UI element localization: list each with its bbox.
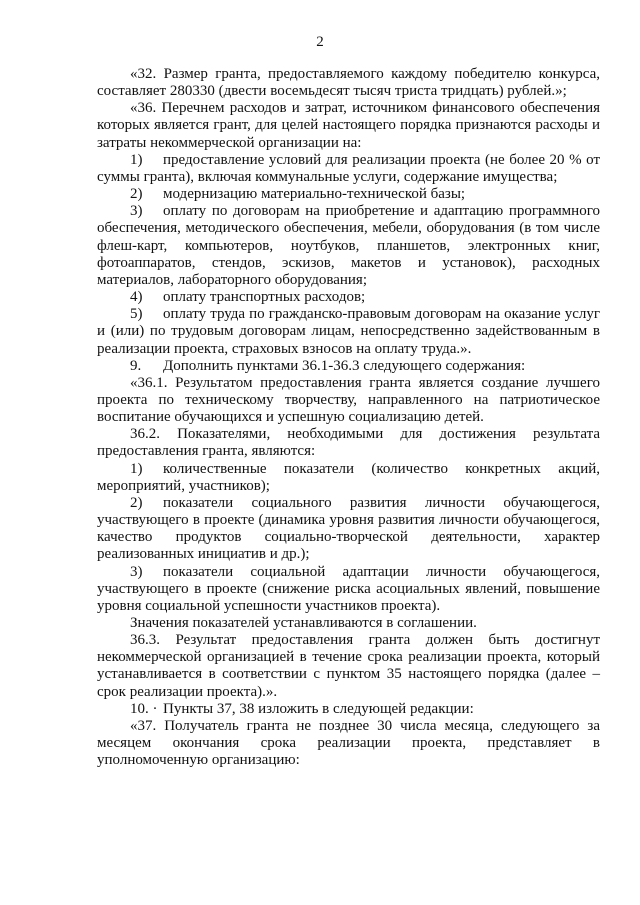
numbered-paragraph bbox=[97, 701, 600, 718]
numbered-paragraph bbox=[97, 306, 600, 357]
paragraph: 36.2. Показателями, необходимыми для достижения результата предоставления гранта, являются: bbox=[97, 426, 600, 460]
paragraph: «32. Размер гранта, предоставляемого каждому победителю конкурса, составляет 280330 (двести восемьдесят тысяч триста тридцать) рублей.»; bbox=[97, 66, 600, 100]
numbered-paragraph bbox=[97, 461, 600, 495]
item-text: количественные показатели (количество конкретных акций, мероприятий, участников); bbox=[97, 460, 600, 494]
item-text: Пункты 37, 38 изложить в следующей редакции: bbox=[163, 700, 474, 717]
item-number: 1) bbox=[130, 460, 143, 477]
item-number: 9. bbox=[130, 357, 142, 374]
item-number: 5) bbox=[130, 306, 143, 323]
item-text: оплату по договорам на приобретение и адаптацию программного обеспечения, методического обеспечения, мебели, оборудования (в том числе флеш-карт, компьютеров, ноутбуков, планшетов, электронных книг, фотоаппаратов, стендов, эскизов, макетов и установок), расходных материалов, лабораторного оборудования; bbox=[97, 203, 600, 288]
numbered-paragraph bbox=[97, 152, 600, 186]
paragraph: «36.1. Результатом предоставления гранта является создание лучшего проекта по техническому творчеству, направленного на патриотическое воспитание обучающихся и успешную социализацию детей. bbox=[97, 374, 600, 426]
paragraph: 36.3. Результат предоставления гранта должен быть достигнут некоммерческой организацией в течение срока реализации проекта, который устанавливается в соответствии с пунктом 35 настоящего порядка (далее – срок реализации проекта).». bbox=[97, 632, 600, 700]
page-number: 2 bbox=[316, 34, 324, 50]
item-text: предоставление условий для реализации проекта (не более 20 % от суммы гранта), включая коммунальные услуги, содержание имущества; bbox=[97, 151, 600, 185]
item-number: 2) bbox=[130, 494, 143, 511]
paragraph: «37. Получатель гранта не позднее 30 числа месяца, следующего за месяцем окончания срока реализации проекта, представляет в уполномоченную организацию: bbox=[97, 717, 600, 769]
item-text: оплату транспортных расходов; bbox=[163, 289, 366, 306]
paragraph: Значения показателей устанавливаются в соглашении. bbox=[130, 615, 477, 631]
item-number: 3) bbox=[130, 563, 143, 580]
item-number: 4) bbox=[130, 289, 143, 306]
item-text: показатели социальной адаптации личности обучающегося, участвующего в проекте (снижение риска асоциальных явлений, повышение уровня социальной успешности участников проекта). bbox=[97, 563, 600, 614]
document-body bbox=[97, 66, 600, 769]
item-number: 3) bbox=[130, 203, 143, 220]
numbered-paragraph bbox=[97, 203, 600, 289]
item-text: модернизацию материально-технической базы; bbox=[163, 186, 466, 203]
item-number: 2) bbox=[130, 186, 143, 203]
item-text: Дополнить пунктами 36.1-36.3 следующего содержания: bbox=[163, 357, 526, 374]
paragraph: «36. Перечнем расходов и затрат, источником финансового обеспечения которых является грант, для целей настоящего порядка признаются расходы и затраты некоммерческой организации на: bbox=[97, 100, 600, 151]
item-number: 10. · bbox=[130, 700, 158, 717]
numbered-paragraph bbox=[97, 495, 600, 564]
numbered-paragraph bbox=[97, 564, 600, 615]
item-text: оплату труда по гражданско-правовым договорам на оказание услуг и (или) по трудовым договорам лицам, непосредственно задействованным в реализации проекта, страховых взносов на оплату труда.». bbox=[97, 306, 600, 357]
numbered-paragraph bbox=[97, 289, 600, 306]
numbered-paragraph bbox=[97, 186, 600, 203]
numbered-paragraph bbox=[97, 358, 600, 375]
item-number: 1) bbox=[130, 151, 143, 168]
item-text: показатели социального развития личности обучающегося, участвующего в проекте (динамика уровня развития личности обучающегося, качество продуктов социально-творческой деятельности, характер реализованных инициатив и др.); bbox=[97, 494, 600, 563]
